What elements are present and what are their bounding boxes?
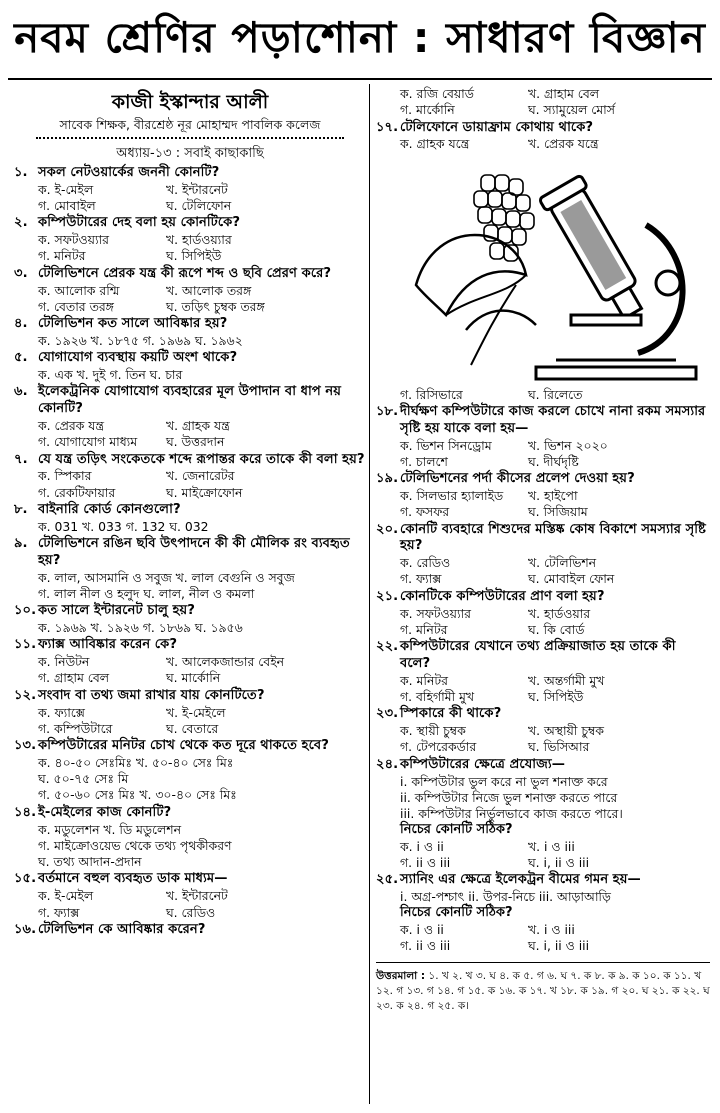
- question-17: [376, 120, 710, 153]
- option: ক. স্থায়ী চুম্বক: [400, 723, 466, 739]
- option: ক. ১৯৬৯ খ. ১৯২৬ গ. ১৮৬৯ ঘ. ১৯৫৬: [38, 620, 243, 636]
- option: খ. জেনারেটর: [166, 468, 235, 484]
- option: ঘ. ৫০-৭৫ সেঃ মি: [38, 771, 129, 787]
- question: [14, 215, 366, 264]
- option: খ. ই-মেইলে: [166, 704, 226, 720]
- option: ক. রজি বেয়ার্ড: [400, 86, 474, 101]
- option: খ. প্রেরক যন্ত্রে: [528, 136, 599, 152]
- option: ক. i ও ii: [400, 921, 444, 937]
- question: [14, 738, 366, 804]
- option: গ. গ্রাহাম বেল: [38, 670, 109, 686]
- question-text: টেলিভিশন কত সালে আবিষ্কার হয়?: [38, 316, 228, 332]
- question-text: যে যন্ত্র তড়িৎ সংকেতকে শব্দে রূপান্তর করে তাকে কী বলা হয়?: [38, 451, 365, 467]
- option: ঘ. ভিসিআর: [528, 739, 590, 755]
- option: ক. মডুলেশন খ. ডি মডুলেশন: [38, 821, 181, 837]
- question-number: ১৬.: [14, 921, 37, 937]
- option: খ. ইন্টারনেট: [166, 181, 228, 197]
- option: ক. i ও ii: [400, 838, 444, 854]
- option: গ. যোগাযোগ মাধ্যম: [38, 434, 138, 450]
- option: গ. টেপরেকর্ডার: [400, 739, 477, 755]
- question-number: ২০.: [376, 521, 399, 537]
- option: গ. লাল নীল ও হলুদ ঘ. লাল, নীল ও কমলা: [38, 585, 255, 601]
- question: [14, 266, 366, 315]
- option: গ. রেকটিফায়ার: [38, 484, 116, 500]
- question-number: ২৫.: [376, 872, 399, 888]
- question-number: ৬.: [14, 384, 28, 400]
- option: ক. গ্রাহক যন্ত্রে: [400, 136, 470, 152]
- question-number: ২১.: [376, 588, 399, 604]
- question-text: ফ্যাক্স আবিষ্কার করেন কে?: [38, 637, 178, 653]
- question-text: টেলিভিশনে প্রেরক যন্ত্র কী রূপে শব্দ ও ছবি প্রেরণ করে?: [38, 265, 332, 281]
- question: [376, 706, 710, 755]
- option: খ. i ও iii: [528, 838, 575, 854]
- question-text: কম্পিউটারের মনিটর চোখ থেকে কত দূরে থাকতে হবে?: [38, 738, 329, 754]
- left-column: [14, 86, 366, 939]
- question-number: ৭.: [14, 451, 28, 467]
- option: খ. আলোক তরঙ্গ: [166, 282, 252, 298]
- question-text: টেলিফোনে ডায়াফ্রাম কোথায় থাকে?: [400, 119, 594, 135]
- option: ক. এক খ. দুই গ. তিন ঘ. চার: [38, 367, 183, 383]
- q17-options-after: [376, 387, 710, 403]
- option: ক. স্পিকার: [38, 468, 92, 484]
- question-text: টেলিভিশনে রঙিন ছবি উৎপাদনে কী কী মৌলিক রং ব্যবহৃত হয়?: [38, 536, 350, 568]
- option: ঘ. সিজিয়াম: [528, 504, 588, 520]
- answer-key-text: ১. খ ২. খ ৩. ঘ ৪. ক ৫. গ ৬. ঘ ৭. ক ৮. ক ৯. ক ১০. ক ১১. খ ১২. গ ১৩. গ ১৪. গ ১৫. ক ১৬. ক ১৭. খ ১৮. ক ১৯. গ ২০. ঘ ২১. ক ২২. ঘ ২৩. ক ২৪. গ ২৫. ক।: [376, 970, 710, 1013]
- question-text: বর্তমানে বহুল ব্যবহৃত ডাক মাধ্যম—: [38, 871, 228, 887]
- question-number: ৪.: [14, 316, 28, 332]
- q16-options: [376, 86, 710, 119]
- question-text: স্যানিং এর ক্ষেত্রে ইলেকট্রন বীমের গমন হয়—: [400, 872, 641, 888]
- question-text: বাইনারি কোর্ড কোনগুলো?: [38, 501, 181, 517]
- question-text: কম্পিউটারের যেখানে তথ্য প্রক্রিয়াজাত হয় তাকে কী বলে?: [400, 639, 676, 671]
- question-text: দীর্ঘক্ষণ কম্পিউটারে কাজ করলে চোখে নানা রকম সমস্যার সৃষ্টি হয় যাকে বলা হয়—: [400, 403, 706, 436]
- option: গ. মনিটর: [38, 248, 86, 264]
- question-number: ২৩.: [376, 706, 399, 722]
- page-title: নবম শ্রেণির পড়াশোনা : সাধারণ বিজ্ঞান: [14, 13, 706, 62]
- question: [14, 637, 366, 686]
- question-number: ২৪.: [376, 756, 399, 772]
- question: [14, 350, 366, 383]
- question-number: ৩.: [14, 265, 28, 281]
- question-number: ২২.: [376, 639, 399, 655]
- question-prompt: নিচের কোনটি সঠিক?: [400, 822, 513, 838]
- question-prompt: নিচের কোনটি সঠিক?: [400, 905, 513, 921]
- option: ক. সফটওয়্যার: [400, 605, 471, 621]
- question: [14, 871, 366, 920]
- option: গ. রিসিভারে: [400, 386, 463, 402]
- question: [376, 471, 710, 520]
- statement: i. কম্পিউটার ভুল করে না ভুল শনাক্ত করে: [400, 773, 608, 789]
- option: ক. মনিটর: [400, 672, 448, 688]
- question-text: যোগাযোগ ব্যবস্থায় কয়টি অংশ থাকে?: [38, 350, 238, 366]
- option: ঘ. মাইক্রোফোন: [166, 484, 243, 500]
- option: ক. ভিশন সিনড্রোম: [400, 437, 492, 453]
- option: ঘ. মোবাইল ফোন: [528, 571, 615, 587]
- question-text: সংবাদ বা তথ্য জমা রাখার যায় কোনটিতে?: [38, 687, 265, 703]
- question-25: [376, 872, 710, 954]
- right-column: [376, 86, 710, 1014]
- question-number: ৫.: [14, 350, 28, 366]
- option: ঘ. উত্তরদান: [166, 434, 225, 450]
- statement: ii. কম্পিউটার নিজে ভুল শনাক্ত করতে পারে: [400, 789, 618, 805]
- question: [14, 536, 366, 602]
- question-text: সকল নেটওয়ার্কের জননী কোনটি?: [38, 165, 220, 180]
- option: গ. মনিটর: [400, 621, 448, 637]
- option: ঘ. i, ii ও iii: [528, 937, 590, 953]
- option: খ. আলেকজান্ডার বেইন: [166, 654, 285, 670]
- question: [376, 404, 710, 470]
- option: খ. ইন্টারনেট: [166, 888, 228, 904]
- option: গ. চালশে: [400, 453, 448, 469]
- option: খ. গ্রাহাম বেল: [528, 86, 599, 101]
- option: খ. গ্রাহক যন্ত্র: [166, 417, 230, 433]
- option: ক. লাল, আসমানি ও সবুজ খ. লাল বেগুনি ও সবুজ: [38, 569, 295, 585]
- answer-key: [376, 962, 710, 1014]
- question: [14, 603, 366, 636]
- option: ক. ই-মেইল: [38, 888, 94, 904]
- option: ক. সফটওয়্যার: [38, 232, 109, 248]
- option: ঘ. সিপিইউ: [528, 689, 584, 705]
- author-affiliation: সাবেক শিক্ষক, বীরশ্রেষ্ঠ নূর মোহাম্মদ পাবলিক কলেজ: [36, 116, 344, 139]
- option: ঘ. বেতারে: [166, 720, 219, 736]
- question: [376, 639, 710, 705]
- question-number: ৯.: [14, 536, 28, 552]
- question-number: ১২.: [14, 687, 37, 703]
- question-text: টেলিভিশনের পর্দা কীসের প্রলেপ দেওয়া হয়?: [400, 471, 635, 487]
- option: খ. টেলিভিশন: [528, 555, 597, 571]
- question: [14, 502, 366, 535]
- option: গ. মোবাইল: [38, 198, 96, 214]
- question-number: ১০.: [14, 603, 37, 619]
- option: গ. মার্কোনি: [400, 102, 455, 118]
- question: [14, 922, 366, 939]
- author-name: কাজী ইস্কান্দার আলী: [111, 91, 269, 113]
- question-number: ১৪.: [14, 804, 37, 820]
- option: ক. ফ্যাক্সে: [38, 704, 85, 720]
- option: ঘ. টেলিফোন: [166, 198, 232, 214]
- option: গ. ফ্যাক্স: [38, 904, 80, 920]
- option: খ. ভিশন ২০২০: [528, 437, 608, 453]
- option: গ. ii ও iii: [400, 937, 451, 953]
- option: ক. প্রেরক যন্ত্র: [38, 417, 104, 433]
- question-number: ১৮.: [376, 403, 399, 419]
- question-text: কোনটি ব্যবহারে শিশুদের মস্তিষ্ক কোষ বিকাশে সমস্যার সৃষ্টি হয়?: [400, 521, 706, 554]
- option: ক. ই-মেইল: [38, 181, 94, 197]
- statement: iii. কম্পিউটার নির্ভুলভাবে কাজ করতে পারে।: [400, 806, 623, 822]
- option: গ. বহির্গামী মুখ: [400, 689, 475, 705]
- option: ক. 031 খ. 033 গ. 132 ঘ. 032: [38, 518, 209, 534]
- microscope-illustration: [376, 155, 710, 385]
- option: ঘ. তড়িৎ চুম্বক তরঙ্গ: [166, 298, 265, 314]
- option: গ. বেতার তরঙ্গ: [38, 298, 114, 314]
- option: খ. হাইপো: [528, 487, 578, 503]
- question: [14, 452, 366, 501]
- option: ঘ. স্যামুয়েল মোর্স: [528, 102, 615, 118]
- option: ঘ. তথ্য আদান-প্রদান: [38, 854, 142, 870]
- question: [376, 522, 710, 588]
- question: [376, 589, 710, 638]
- option: ঘ. কি বোর্ড: [528, 621, 585, 637]
- question-number: ১১.: [14, 637, 37, 653]
- column-divider: [369, 84, 370, 1104]
- question-number: ২.: [14, 215, 28, 231]
- statement: i. অগ্র-পশ্চাৎ ii. উপর-নিচে iii. আড়াআড়ি: [400, 889, 611, 905]
- question-number: ১৫.: [14, 871, 37, 887]
- option: ঘ. সিপিইউ: [166, 248, 222, 264]
- question-number: ১৩.: [14, 738, 37, 754]
- option: ঘ. মার্কোনি: [166, 670, 221, 686]
- left-question-list: [14, 165, 366, 939]
- option: খ. অস্থায়ী চুম্বক: [528, 723, 604, 739]
- question: [14, 384, 366, 450]
- question-number: ৮.: [14, 501, 28, 517]
- title-rule: [8, 78, 712, 80]
- question-24: [376, 757, 710, 872]
- option: গ. কম্পিউটারে: [38, 720, 113, 736]
- option: ক. রেডিও: [400, 555, 451, 571]
- option: ঘ. রিলেতে: [528, 386, 583, 402]
- option: খ. i ও iii: [528, 921, 575, 937]
- question-number: ১.: [14, 165, 28, 180]
- option: খ. অন্তর্গামী মুখ: [528, 672, 605, 688]
- question-text: ইলেকট্রনিক যোগাযোগ ব্যবহারের মূল উপাদান বা ধাপ নয় কোনটি?: [38, 384, 342, 417]
- option: গ. ফসফর: [400, 504, 450, 520]
- question-text: টেলিভিশন কে আবিষ্কার করেন?: [38, 921, 206, 937]
- option: ঘ. দীর্ঘদৃষ্টি: [528, 453, 579, 469]
- question-text: ই-মেইলের কাজ কোনটি?: [38, 804, 172, 820]
- option: গ. ৫০-৬০ সেঃ মিঃ খ. ৩০-৪০ সেঃ মিঃ: [38, 787, 237, 803]
- question-text: কম্পিউটারের দেহ বলা হয় কোনটিকে?: [38, 215, 241, 231]
- right-question-list: [376, 404, 710, 756]
- option: ক. নিউটন: [38, 654, 90, 670]
- option: গ. ii ও iii: [400, 855, 451, 870]
- question: [14, 316, 366, 349]
- option: গ. ফ্যাক্স: [400, 571, 442, 587]
- question-text: কম্পিউটারের ক্ষেত্রে প্রযোজ্য—: [400, 756, 565, 772]
- question: [14, 805, 366, 871]
- question-text: কোনটিকে কম্পিউটারের প্রাণ বলা হয়?: [400, 588, 605, 604]
- question-text: কত সালে ইন্টারনেট চালু হয়?: [38, 603, 195, 619]
- option: ক. ৪০-৫০ সেঃমিঃ খ. ৫০-৪০ সেঃ মিঃ: [38, 754, 234, 770]
- option: খ. হার্ডওয়ার: [528, 605, 591, 621]
- option: গ. মাইক্রোওয়েভ থেকে তথ্য পৃথকীকরণ: [38, 837, 232, 853]
- option: খ. হার্ডওয়্যার: [166, 232, 232, 248]
- question: [14, 688, 366, 737]
- option: ঘ. রেডিও: [166, 904, 216, 920]
- option: ক. আলোক রশ্মি: [38, 282, 120, 298]
- question-text: স্পিকারে কী থাকে?: [400, 706, 502, 722]
- answer-key-label: উত্তরমালা :: [376, 970, 426, 983]
- option: ক. সিলভার হ্যালাইড: [400, 487, 504, 503]
- question-number: ১৯.: [376, 471, 399, 487]
- option: ক. ১৯২৬ খ. ১৮৭৫ গ. ১৯৬৯ ঘ. ১৯৬২: [38, 332, 243, 348]
- option: ঘ. i, ii ও iii: [528, 855, 590, 870]
- question-number: ১৭.: [376, 119, 399, 135]
- chapter-heading: অধ্যায়-১৩ : সবাই কাছাকাছি: [116, 146, 264, 161]
- question: [14, 165, 366, 214]
